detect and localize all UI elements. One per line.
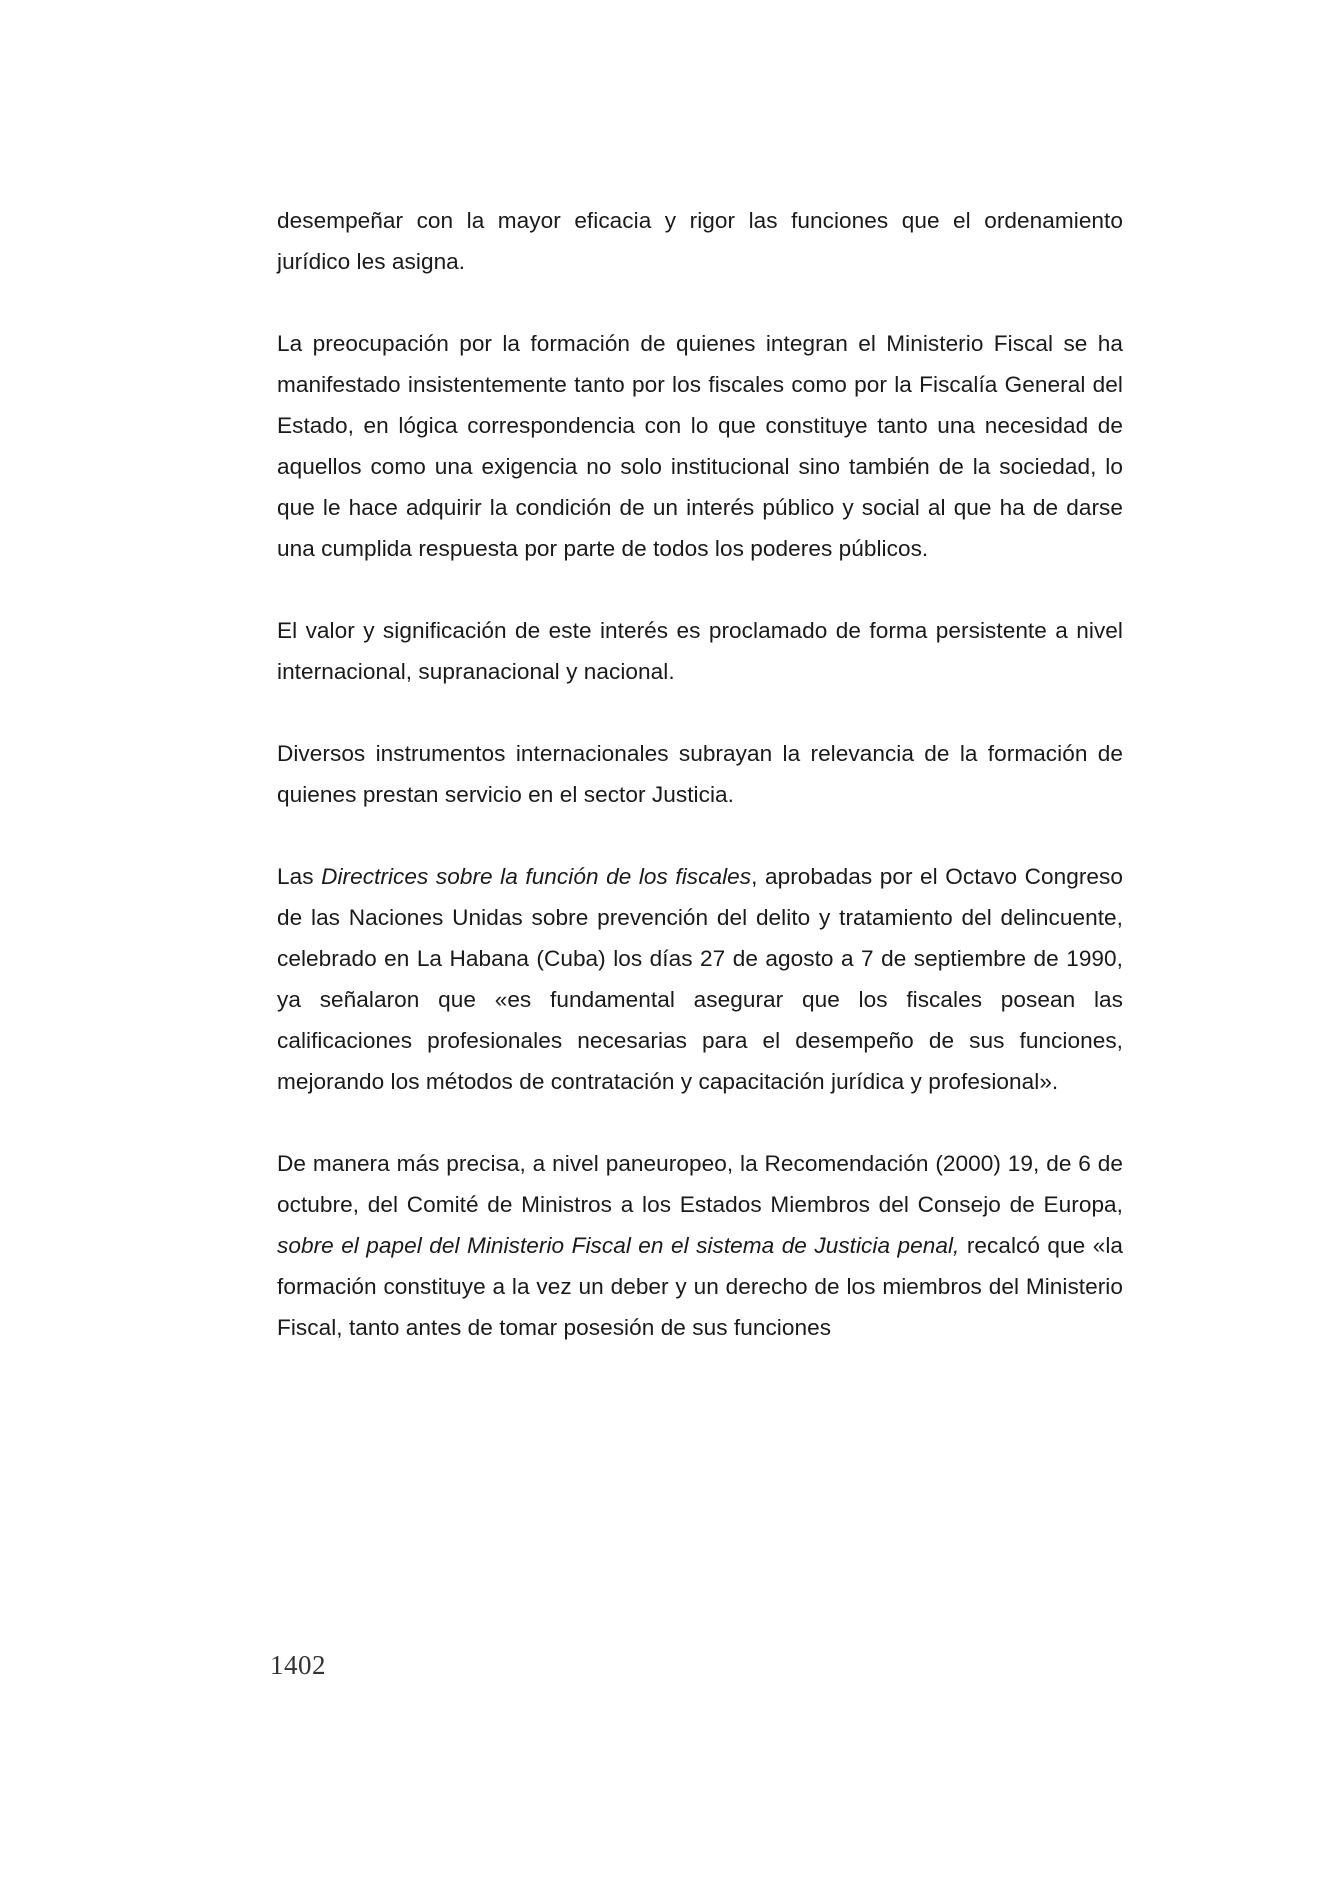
document-title-italic: Directrices sobre la función de los fiscales	[321, 864, 752, 889]
paragraph-text: recalcó que «la formación constituye a la vez un deber y un derecho de los miembros del Ministerio Fiscal, tanto antes de tomar posesión de sus funciones	[277, 1233, 1123, 1340]
paragraph-directrices	[277, 856, 1123, 1102]
paragraph: desempeñar con la mayor eficacia y rigor las funciones que el ordenamiento jurídico les asigna.	[277, 208, 1123, 274]
paragraph-text: , aprobadas por el Octavo Congreso de las Naciones Unidas sobre prevención del delito y tratamiento del delincuente, celebrado en La Habana (Cuba) los días 27 de agosto a 7 de septiembre de 1990, ya señalaron que «es fundamental asegurar que los fiscales posean las calificaciones profesionales necesarias para el desempeño de sus funciones, mejorando los métodos de contratación y capacitación jurídica y profesional».	[277, 864, 1123, 1094]
paragraph-recomendacion	[277, 1143, 1123, 1348]
page-number: 1402	[270, 1650, 326, 1680]
document-title-italic: sobre el papel del Ministerio Fiscal en el sistema de Justicia penal,	[277, 1233, 960, 1258]
paragraph: El valor y significación de este interés es proclamado de forma persistente a nivel internacional, supranacional y nacional.	[277, 618, 1123, 684]
paragraph-text: Las	[277, 864, 322, 889]
document-body	[277, 200, 1123, 1389]
paragraph-text: De manera más precisa, a nivel paneuropeo, la Recomendación (2000) 19, de 6 de octubre, del Comité de Ministros a los Estados Miembros del Consejo de Europa,	[277, 1151, 1123, 1217]
paragraph: La preocupación por la formación de quienes integran el Ministerio Fiscal se ha manifestado insistentemente tanto por los fiscales como por la Fiscalía General del Estado, en lógica correspondencia con lo que constituye tanto una necesidad de aquellos como una exigencia no solo institucional sino también de la sociedad, lo que le hace adquirir la condición de un interés público y social al que ha de darse una cumplida respuesta por parte de todos los poderes públicos.	[277, 331, 1123, 561]
paragraph: Diversos instrumentos internacionales subrayan la relevancia de la formación de quienes prestan servicio en el sector Justicia.	[277, 741, 1123, 807]
